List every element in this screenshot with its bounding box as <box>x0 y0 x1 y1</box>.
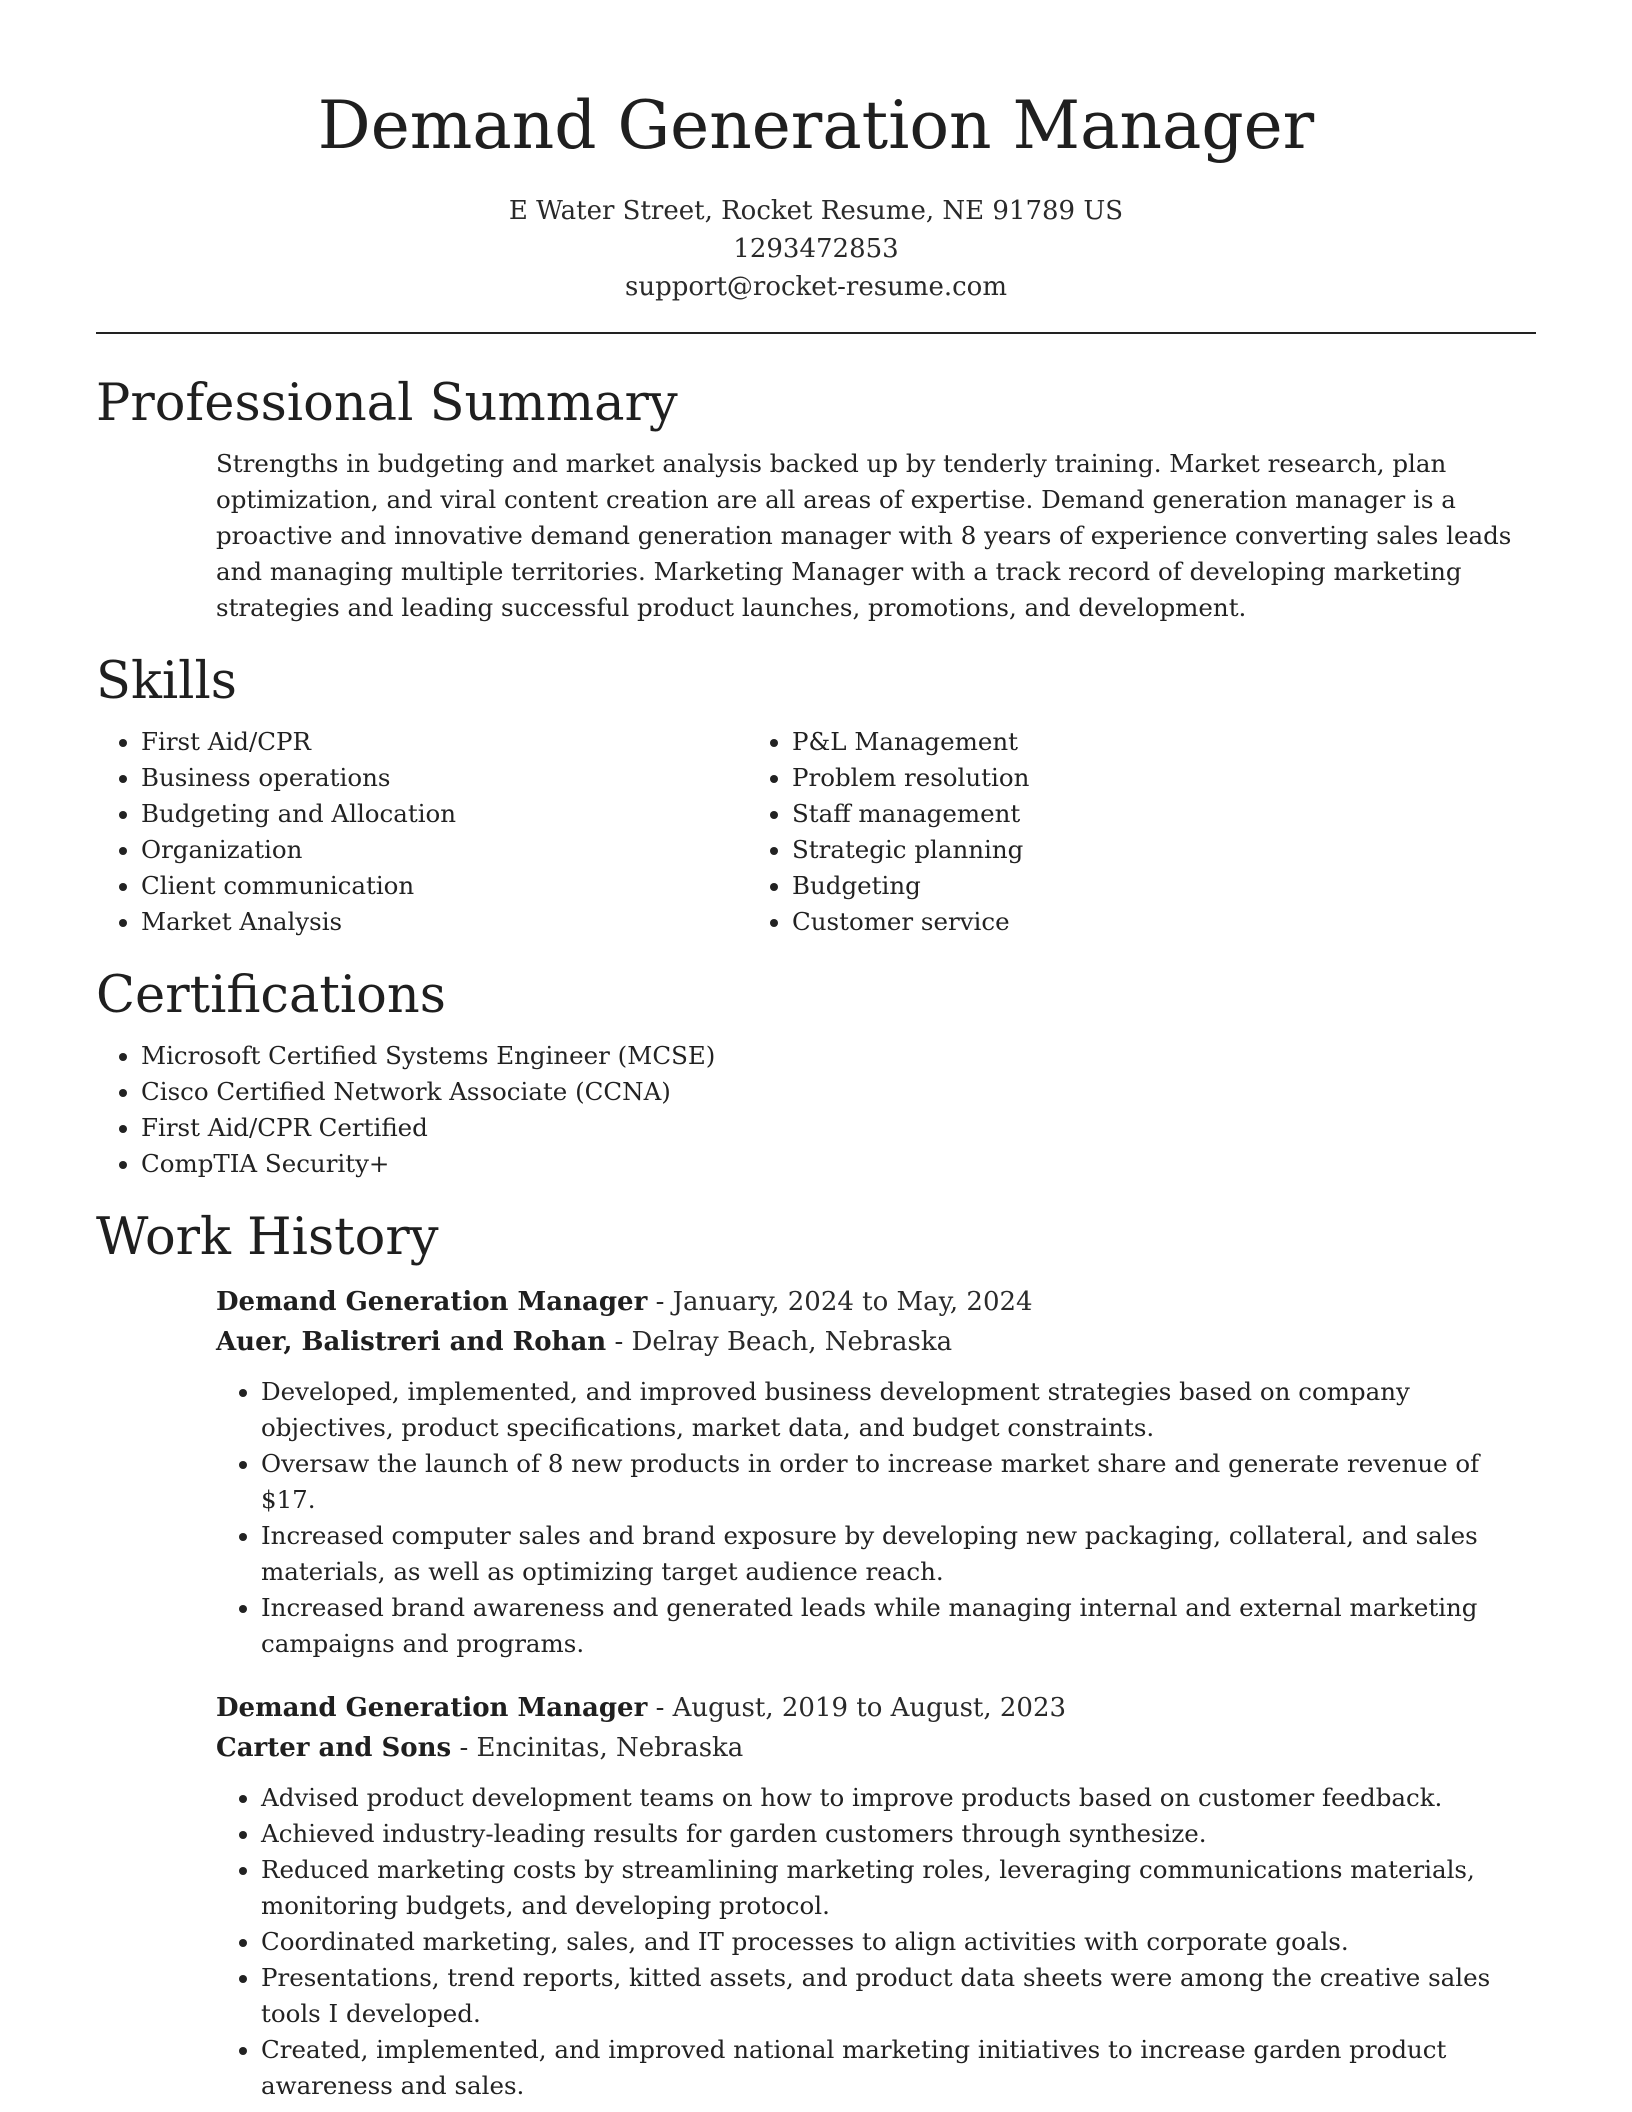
summary-text: Strengths in budgeting and market analysis backed up by tenderly training. Market research, plan optimization, and viral content creation are all areas of expertise. Demand generation manager is a proactive and innovative demand generation manager with 8 years of experience converting sales leads and managing multiple territories. Marketing Manager with a track record of developing marketing strategies and leading successful product launches, promotions, and development. <box>216 449 1512 622</box>
job-bullet: • Increased brand awareness and generated leads while managing internal and external marketing campaigns and programs. <box>261 1590 1536 1662</box>
skill-item: • Customer service <box>792 904 1398 940</box>
job-role: Demand Generation Manager <box>216 1693 648 1723</box>
address: E Water Street, Rocket Resume, NE 91789 US <box>508 196 1124 226</box>
skill-item: • Budgeting and Allocation <box>141 796 747 832</box>
certification-item: • CompTIA Security+ <box>141 1146 1536 1182</box>
job-dates: - January, 2024 to May, 2024 <box>647 1287 1033 1317</box>
job-company: Carter and Sons <box>216 1733 452 1763</box>
job-entry <box>216 1282 1536 1662</box>
header-divider <box>96 332 1536 334</box>
job-bullets <box>216 1374 1536 1662</box>
resume-name: Demand Generation Manager <box>317 87 1315 164</box>
job-role: Demand Generation Manager <box>216 1287 648 1317</box>
job-company-line <box>216 1322 1536 1362</box>
job-entry <box>216 1688 1536 2104</box>
skill-item: • Strategic planning <box>792 832 1398 868</box>
job-bullet: • Advised product development teams on how to improve products based on customer feedback. <box>261 1780 1536 1816</box>
skill-item: • First Aid/CPR <box>141 724 747 760</box>
job-location: - Encinitas, Nebraska <box>451 1733 744 1763</box>
contact-info <box>96 192 1536 306</box>
certification-item: • Microsoft Certified Systems Engineer (MCSE) <box>141 1038 1536 1074</box>
job-title-line <box>216 1282 1536 1322</box>
skill-item: • Business operations <box>141 760 747 796</box>
section-title-work-history: Work History <box>96 1208 439 1267</box>
job-bullet: • Oversaw the launch of 8 new products in order to increase market share and generate revenue of $17. <box>261 1446 1536 1518</box>
phone: 1293472853 <box>733 234 899 264</box>
job-company: Auer, Balistreri and Rohan <box>216 1327 607 1357</box>
skill-item: • Client communication <box>141 868 747 904</box>
skills-list <box>96 724 1536 940</box>
skill-item: • P&L Management <box>792 724 1398 760</box>
certification-item: • First Aid/CPR Certified <box>141 1110 1536 1146</box>
skill-item: • Organization <box>141 832 747 868</box>
job-bullet: • Developed, implemented, and improved business development strategies based on company objectives, product specifications, market data, and budget constraints. <box>261 1374 1536 1446</box>
skills-column-left <box>96 724 747 940</box>
resume-header <box>96 0 1536 306</box>
section-title-skills: Skills <box>96 652 237 711</box>
job-bullet: • Increased computer sales and brand exposure by developing new packaging, collateral, and sales materials, as well as optimizing target audience reach. <box>261 1518 1536 1590</box>
job-bullet: • Created, implemented, and improved national marketing initiatives to increase garden product awareness and sales. <box>261 2032 1536 2104</box>
job-bullets <box>216 1780 1536 2104</box>
job-title-line <box>216 1688 1536 1728</box>
certifications-list <box>96 1038 1536 1182</box>
job-dates: - August, 2019 to August, 2023 <box>647 1693 1067 1723</box>
skill-item: • Market Analysis <box>141 904 747 940</box>
email: support@rocket-resume.com <box>624 272 1007 302</box>
job-company-line <box>216 1728 1536 1768</box>
skill-item: • Budgeting <box>792 868 1398 904</box>
section-title-summary: Professional Summary <box>96 374 678 433</box>
job-bullet: • Presentations, trend reports, kitted assets, and product data sheets were among the creative sales tools I developed. <box>261 1960 1536 2032</box>
job-bullet: • Achieved industry-leading results for garden customers through synthesize. <box>261 1816 1536 1852</box>
job-bullet: • Reduced marketing costs by streamlining marketing roles, leveraging communications materials, monitoring budgets, and developing protocol. <box>261 1852 1536 1924</box>
skill-item: • Problem resolution <box>792 760 1398 796</box>
section-title-certifications: Certifications <box>96 966 446 1025</box>
skills-column-right <box>747 724 1398 940</box>
job-bullet: • Coordinated marketing, sales, and IT processes to align activities with corporate goals. <box>261 1924 1536 1960</box>
skill-item: • Staff management <box>792 796 1398 832</box>
job-location: - Delray Beach, Nebraska <box>606 1327 953 1357</box>
certification-item: • Cisco Certified Network Associate (CCNA) <box>141 1074 1536 1110</box>
